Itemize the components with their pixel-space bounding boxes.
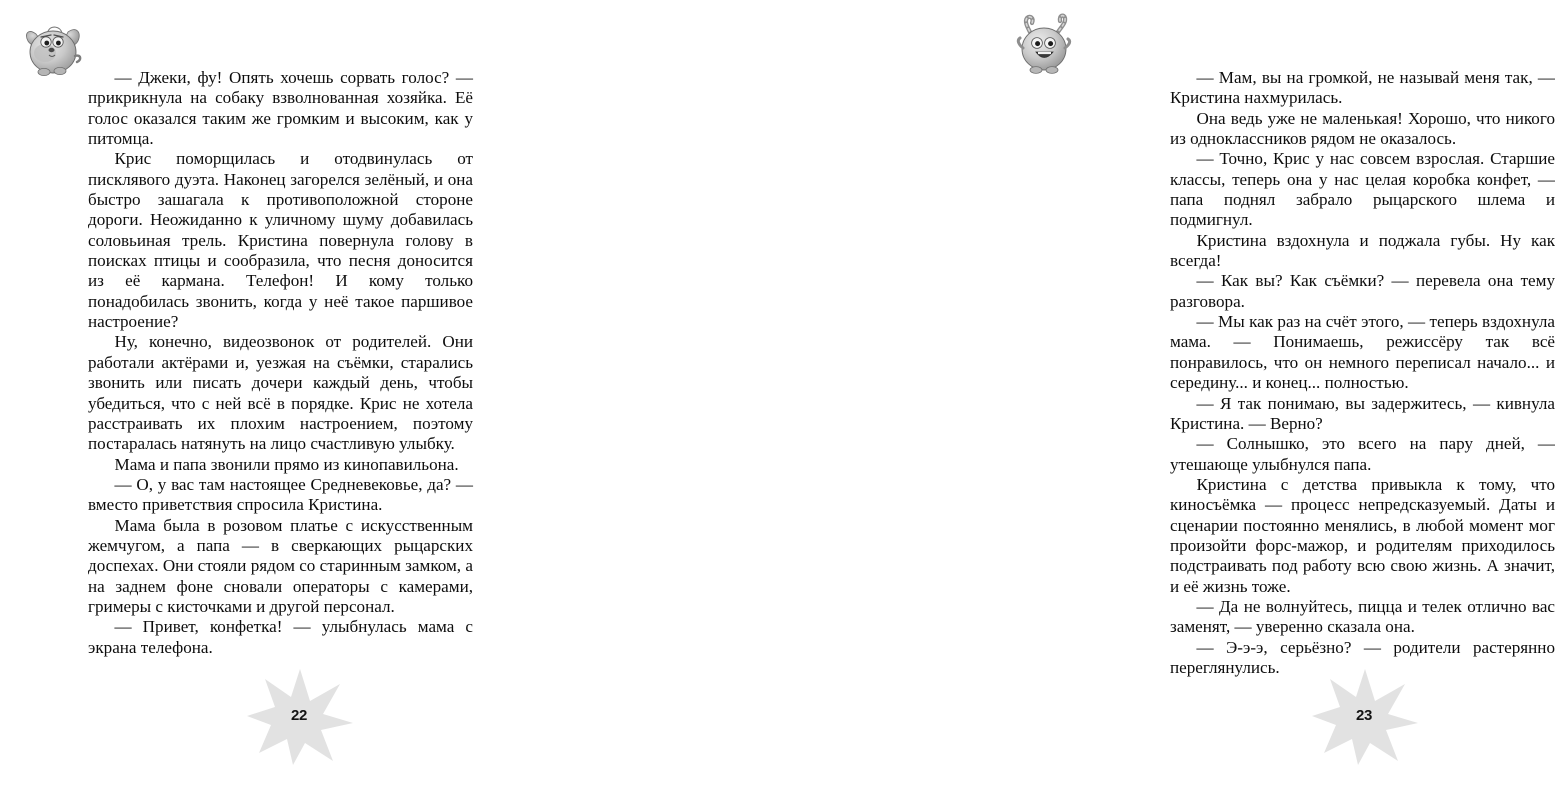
page-number-badge-right — [1310, 665, 1420, 769]
page-left — [0, 0, 550, 797]
paragraph: — Джеки, фу! Опять хочешь сорвать голос? — прикрикнула на собаку взволнованная хозяйка. Её голос оказался таким же громким и высоким, как у питомца. — [88, 68, 473, 149]
paragraph: — Э-э-э, серьёзно? — родители растерянно переглянулись. — [1170, 637, 1555, 677]
paragraph: Кристина с детства привыкла к тому, что киносъёмка — процесс непредсказуемый. Даты и сценарии постоянно менялись, в любой момент мог произойти форс-мажор, и родителям приходилось подстраивать под работу всю свою жизнь. А значит, и её жизнь тоже. — [1170, 474, 1555, 596]
paragraph: Мама была в розовом платье с искусственным жемчугом, а папа — в сверкающих рыцарских доспехах. Они стояли рядом со старинным замком, а на заднем фоне сновали операторы с камерами, гримеры с кисточками и другой персонал. — [88, 515, 473, 616]
paragraph: — Точно, Крис у нас совсем взрослая. Старшие классы, теперь она у нас целая коробка конфет, — папа поднял забрало рыцарского шлема и подмигнул. — [1170, 149, 1555, 230]
paragraph: Она ведь уже не маленькая! Хорошо, что никого из одноклассников рядом не оказалось. — [1170, 108, 1555, 149]
paragraph: Кристина вздохнула и поджала губы. Ну как всегда! — [1170, 230, 1555, 271]
paragraph: — О, у вас там настоящее Средневековье, да? — вместо приветствия спросила Кристина. — [88, 474, 473, 515]
paragraph: — Да не волнуйтесь, пицца и телек отлично вас заменят, — уверенно сказала она. — [1170, 596, 1555, 637]
dog-character-icon — [18, 12, 90, 80]
paragraph: Мама и папа звонили прямо из кинопавильона. — [114, 454, 459, 474]
paragraph: Крис поморщилась и отодвинулась от писклявого дуэта. Наконец загорелся зелёный, и она быстро зашагала к противоположной стороне дороги. Неожиданно к уличному шуму добавилась соловьиная трель. Кристина повернула голову в поисках птицы и сообразила, что песня доносится из её кармана. Телефон! И кому только понадобилась звонить, когда у неё такое паршивое настроение? — [88, 149, 473, 332]
paragraph: — Привет, конфетка! — улыбнулась мама с экрана телефона. — [88, 617, 473, 657]
paragraph: — Солнышко, это всего на пару дней, — утешающе улыбнулся папа. — [1170, 434, 1555, 474]
page-23-text-column — [1170, 68, 1555, 678]
page-right — [550, 0, 1555, 797]
paragraph: Ну, конечно, видеозвонок от родителей. Они работали актёрами и, уезжая на съёмки, старались звонить или писать дочери каждый день, чтобы убедиться, что с ней всё в порядке. Крис не хотела расстраивать их плохим настроением, поэтому постаралась натянуть на лицо счастливую улыбку. — [88, 332, 473, 454]
paragraph: — Как вы? Как съёмки? — перевела она тему разговора. — [1170, 271, 1555, 311]
page-22-text-column — [88, 68, 473, 658]
page-number-right: 23 — [1355, 707, 1373, 724]
paragraph: — Мы как раз на счёт этого, — теперь вздохнула мама. — Понимаешь, режиссёру так всё понравилось, что он немного переписал начало... и середину... и конец... полностью. — [1170, 312, 1555, 393]
page-number-badge-left — [245, 665, 355, 769]
paragraph: — Я так понимаю, вы задержитесь, — кивнула Кристина. — Верно? — [1170, 393, 1555, 433]
page-number-left: 22 — [290, 707, 308, 724]
paragraph: — Мам, вы на громкой, не называй меня так, — Кристина нахмурилась. — [1170, 68, 1555, 108]
